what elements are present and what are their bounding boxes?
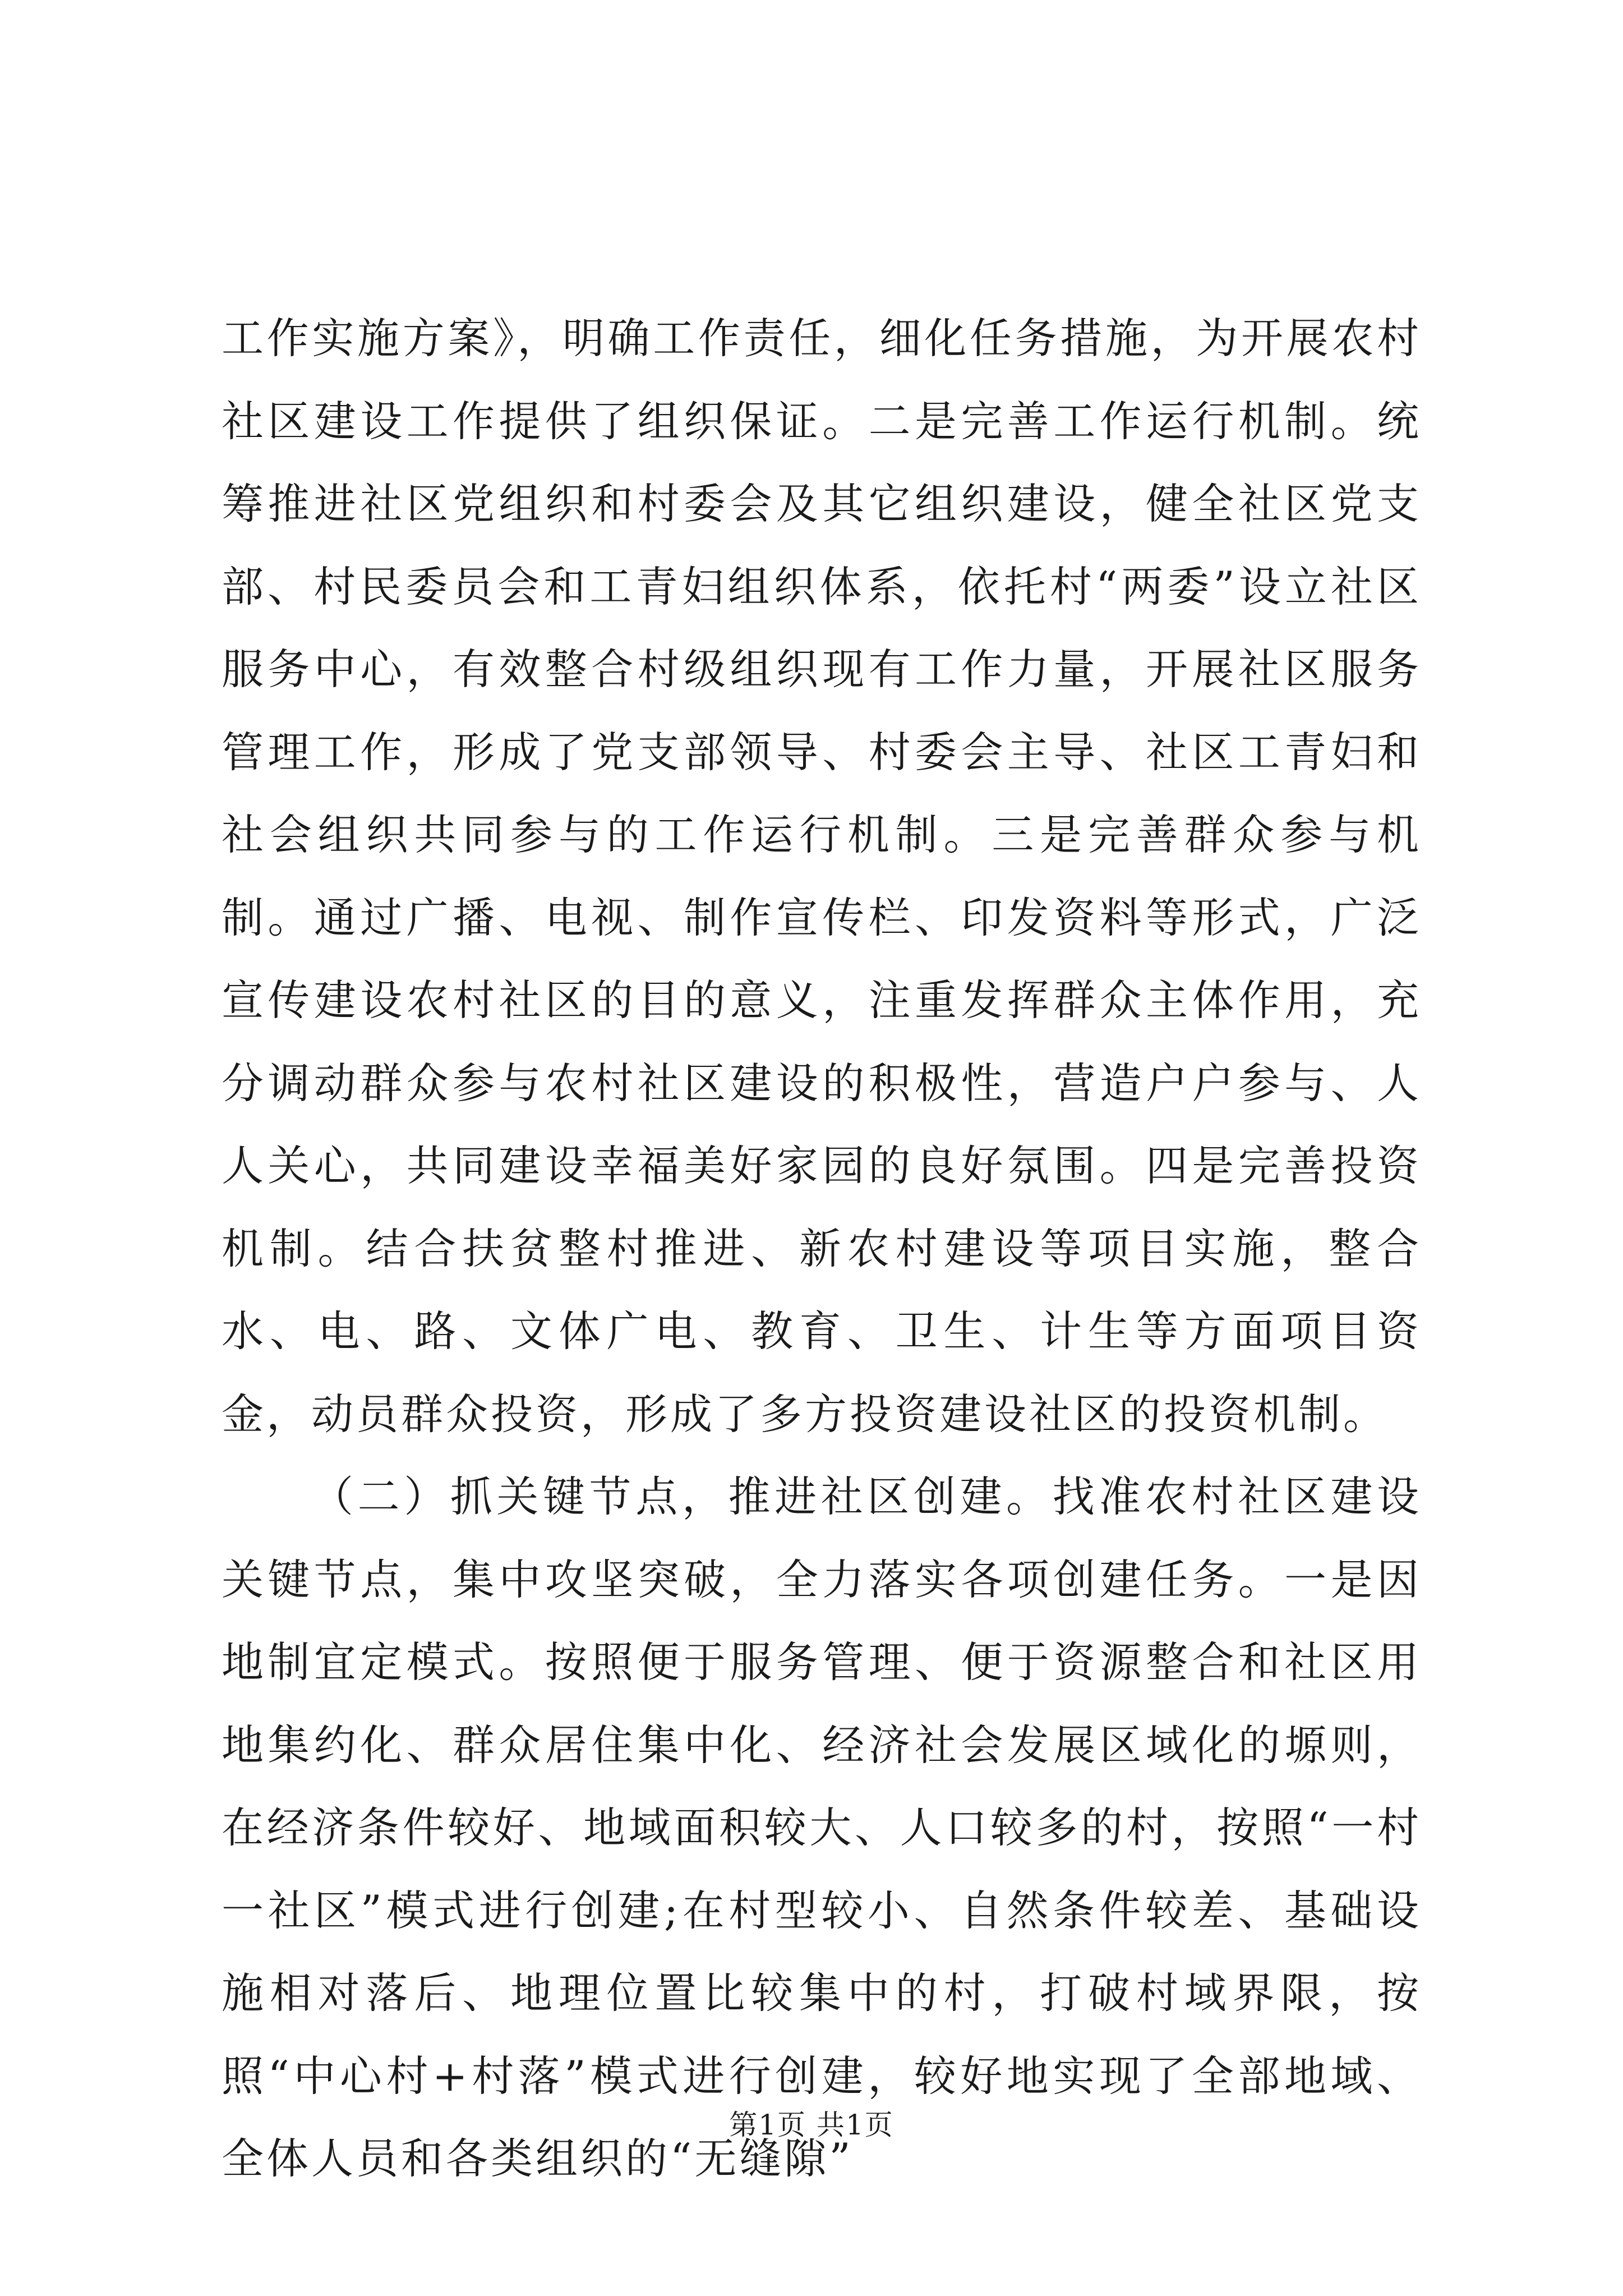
paragraph-1: 工作实施方案》，明确工作责任，细化任务措施，为开展农村社区建设工作提供了组织保证。二是完善工作运行机制。统筹推进社区党组织和村委会及其它组织建设，健全社区党支部、村民委员会和工青妇组织体系，依托村“两委”设立社区服务中心，有效整合村级组织现有工作力量，开展社区服务管理工作，形成了党支部领导、村委会主导、社区工青妇和社会组织共同参与的工作运行机制。三是完善群众参与机制。通过广播、电视、制作宣传栏、印发资料等形式，广泛宣传建设农村社区的目的意义，注重发挥群众主体作用，充分调动群众参与农村社区建设的积极性，营造户户参与、人人关心，共同建设幸福美好家园的良好氛围。四是完善投资机制。结合扶贫整村推进、新农村建设等项目实施，整合水、电、路、文体广电、教育、卫生、计生等方面项目资金，动员群众投资，形成了多方投资建设社区的投资机制。 [222, 314, 1422, 1439]
paragraph-2: （二）抓关键节点，推进社区创建。找准农村社区建设关键节点，集中攻坚突破，全力落实各项创建任务。一是因地制宜定模式。按照便于服务管理、便于资源整合和社区用地集约化、群众居住集中化、经济社会发展区域化的塬则，在经济条件较好、地域面积较大、人口较多的村，按照“一村一社区”模式进行创建;在村型较小、自然条件较差、基础设施相对落后、地理位置比较集中的村，打破村域界限，按照“中心村+村落”模式进行创建，较好地实现了全部地域、全体人员和各类组织的“无缝隙” [222, 1472, 1422, 2183]
page-footer: 第1页 共1页 [729, 2109, 894, 2141]
document-body [222, 297, 1422, 2201]
